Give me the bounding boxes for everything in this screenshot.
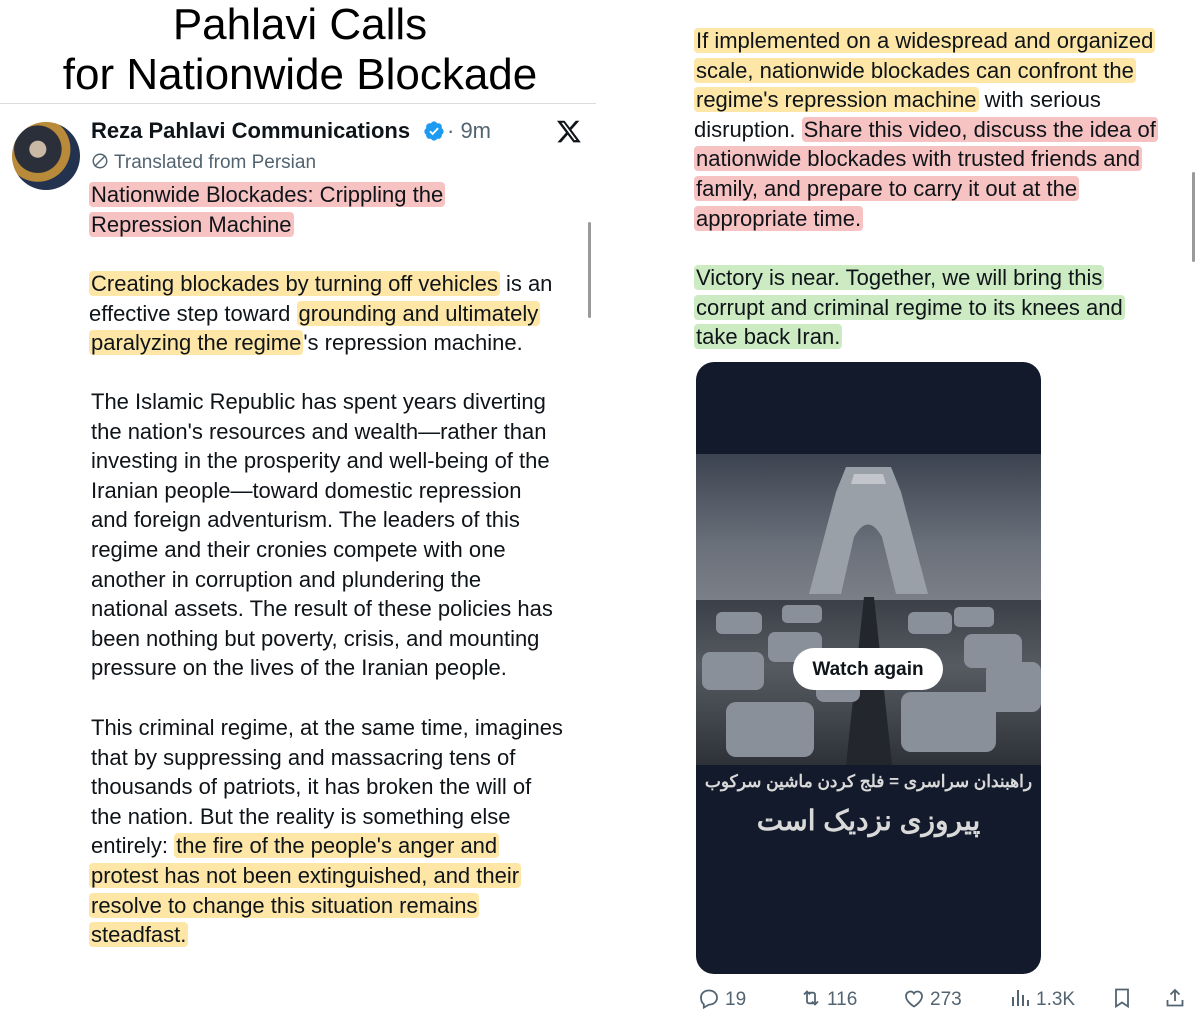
p3-line-7-highlight: resolve to change this situation remains (91, 892, 478, 918)
scrollbar-left[interactable] (588, 222, 591, 318)
like-button[interactable] (902, 986, 962, 1013)
headline-line-1: Pahlavi Calls (172, 0, 428, 49)
p3-line-3: thousands of patriots, it has broken the will of (91, 774, 532, 800)
p2-line: regime and their cronies compete with one (91, 536, 506, 562)
p3-line-2: that by suppressing and massacring tens of (91, 744, 516, 770)
p1-line-3-rest: 's repression machine. (303, 330, 523, 356)
p2-line: The Islamic Republic has spent years diverting (91, 389, 546, 414)
headline (0, 0, 600, 100)
p4-line-7-highlight: appropriate time. (696, 205, 862, 231)
p3-line-4: the nation. But the reality is something else (91, 803, 511, 829)
repost-icon (799, 986, 823, 1010)
p3-line-6-highlight: protest has not been extinguished, and their (91, 862, 520, 888)
paragraph-5 (694, 263, 1125, 352)
author-name[interactable]: Reza Pahlavi Communications (91, 118, 411, 143)
headline-line-2: for Nationwide Blockade (62, 50, 538, 99)
video-caption-1: راهبندان سراسری = فلج کردن ماشین سرکوب (704, 772, 1033, 791)
scrollbar-right[interactable] (1192, 172, 1195, 262)
post-time[interactable]: · 9m (447, 118, 491, 143)
views-button[interactable] (1008, 986, 1075, 1013)
p2-line: national assets. The result of these policies has (91, 596, 553, 622)
p4-line-4-highlight: Share this video, discuss the idea of (803, 116, 1156, 142)
video-frame-graphic (696, 362, 1041, 765)
p4-line-1-highlight: If implemented on a widespread and organized (696, 28, 1154, 53)
share-button[interactable] (1163, 986, 1191, 1013)
video-player[interactable] (696, 362, 1041, 974)
p4-line-2-highlight: scale, nationwide blockades can confront the (696, 57, 1134, 83)
reply-button[interactable] (697, 986, 746, 1013)
p1-line-1-rest: is an (499, 271, 553, 296)
p5-line-1-highlight: Victory is near. Together, we will bring this (696, 265, 1103, 290)
p3-line-1: This criminal regime, at the same time, imagines (91, 715, 563, 740)
p2-line: been nothing but poverty, crisis, and mounting (91, 625, 540, 651)
p1-line-2-highlight: grounding and ultimately (298, 300, 539, 326)
paragraph-1 (89, 269, 552, 358)
repost-count: 116 (827, 989, 858, 1010)
p5-line-2-highlight: corrupt and criminal regime to its knees and (696, 294, 1123, 320)
p3-line-5-start: entirely: (91, 833, 175, 859)
p4-line-3-rest: with serious (978, 87, 1101, 113)
p3-line-5-highlight: the fire of the people's anger and (176, 833, 498, 859)
paragraph-2 (91, 387, 553, 683)
p2-line: Iranian people—toward domestic repression (91, 477, 522, 503)
post-title (89, 180, 445, 239)
p5-line-3-highlight: take back Iran. (696, 324, 841, 350)
views-count: 1.3K (1036, 989, 1076, 1010)
bookmark-button[interactable] (1110, 986, 1138, 1013)
views-icon (1008, 986, 1032, 1010)
p4-line-5-highlight: nationwide blockades with trusted friends and (696, 146, 1140, 172)
title-line-2: Repression Machine (91, 211, 292, 237)
p2-line: the nation's resources and wealth—rather than (91, 418, 547, 444)
watch-again-button[interactable]: Watch again (793, 648, 943, 690)
reply-icon (697, 986, 721, 1010)
p2-line: another in corruption and plundering the (91, 566, 482, 592)
translated-label[interactable] (91, 150, 316, 176)
reply-count: 19 (725, 989, 747, 1010)
p2-line: pressure on the lives of the Iranian people. (91, 655, 507, 681)
x-logo-icon (556, 118, 582, 144)
p2-line: and foreign adventurism. The leaders of this (91, 507, 520, 533)
video-caption-2: پیروزی نزدیک است (756, 805, 981, 836)
avatar[interactable] (12, 122, 80, 190)
p1-line-1-highlight: Creating blockades by turning off vehicles (91, 271, 498, 296)
repost-button[interactable] (799, 986, 857, 1013)
paragraph-4 (694, 26, 1158, 233)
translated-text: Translated from Persian (114, 152, 317, 173)
p4-line-3-highlight: regime's repression machine (696, 87, 977, 113)
p4-line-4-start: disruption. (694, 116, 802, 142)
like-icon (902, 986, 926, 1010)
p1-line-3-highlight: paralyzing the regime (91, 330, 302, 356)
p2-line: investing in the prosperity and well-being of the (91, 448, 550, 474)
p1-line-2-start: effective step toward (89, 300, 297, 326)
verified-badge-icon (423, 120, 445, 142)
divider (0, 103, 596, 104)
paragraph-3 (91, 713, 563, 950)
title-line-1: Nationwide Blockades: Crippling the (91, 182, 444, 207)
bookmark-icon (1110, 986, 1134, 1010)
p3-line-8-highlight: steadfast. (91, 922, 187, 948)
p4-line-6-highlight: family, and prepare to carry it out at the (696, 175, 1078, 201)
like-count: 273 (930, 989, 962, 1010)
share-icon (1163, 986, 1187, 1010)
translate-icon (91, 152, 109, 170)
